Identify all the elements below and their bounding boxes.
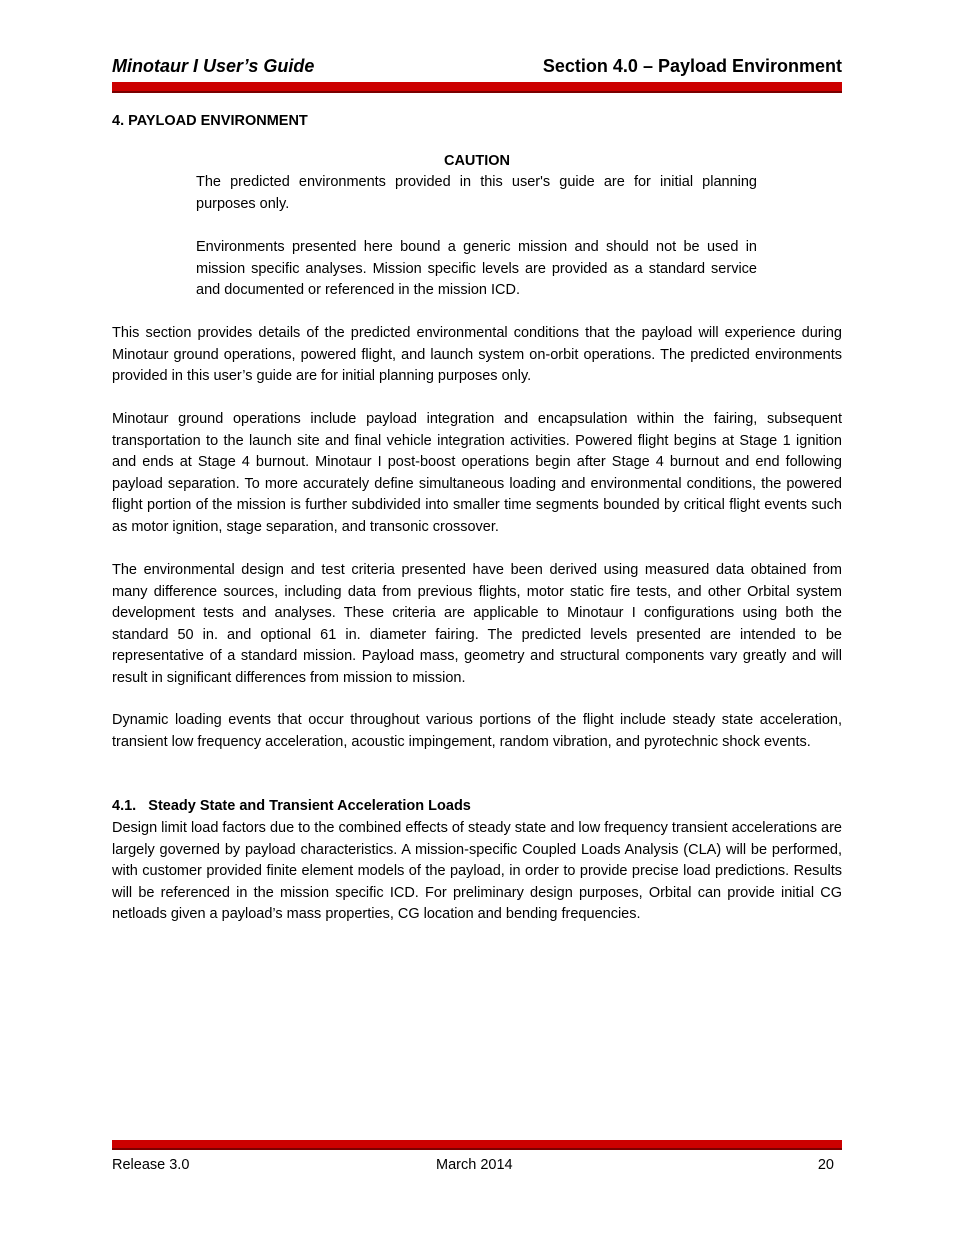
caution-title: CAUTION <box>443 153 511 169</box>
footer-rule <box>112 1140 842 1150</box>
body-paragraph: Minotaur ground operations include payload integration and encapsulation within the fairing, subsequent transportation to the launch site and final vehicle integration activities. Powered flight begins at Stage 1 ignition and ends at Stage 4 burnout. Minotaur I post-boost operations begin after Stage 4 burnout and end following payload separation. To more accurately define simultaneous loading and environmental conditions, the powered flight portion of the mission is further subdivided into smaller time segments bounded by critical flight events such as motor ignition, stage separation, and transonic crossover. <box>112 411 842 535</box>
subsection-paragraph: Design limit load factors due to the combined effects of steady state and low frequency transient accelerations are largely governed by payload characteristics. A mission-specific Coupled Loads Analysis (CLA) will be performed, with customer provided finite element models of the payload, in order to provide precise load predictions. Results will be referenced in the mission specific ICD. For preliminary design purposes, Orbital can provide initial CG netloads given a payload’s mass properties, CG location and bending frequencies. <box>112 820 842 923</box>
subsection-heading: 4.1. Steady State and Transient Acceleration Loads <box>112 798 471 814</box>
header-rule <box>112 82 842 93</box>
section-heading: 4. PAYLOAD ENVIRONMENT <box>112 113 308 129</box>
caution-paragraph: Environments presented here bound a generic mission and should not be used in mission specific analyses. Mission specific levels are provided as a standard service and documented or referenced in the mission ICD. <box>196 239 757 299</box>
footer-release: Release 3.0 <box>112 1157 190 1173</box>
caution-paragraph: The predicted environments provided in this user's guide are for initial planning purposes only. <box>196 174 757 212</box>
footer-date: March 2014 <box>436 1157 513 1173</box>
body-paragraph: Dynamic loading events that occur throughout various portions of the flight include steady state acceleration, transient low frequency acceleration, acoustic impingement, random vibration, and pyrotechnic shock events. <box>112 712 842 750</box>
page-number: 20 <box>817 1157 834 1173</box>
section-title: Section 4.0 – Payload Environment <box>542 56 842 76</box>
body-paragraph: This section provides details of the predicted environmental conditions that the payload will experience during Minotaur ground operations, powered flight, and launch system on-orbit operations. The predicted environments provided in this user’s guide are for initial planning purposes only. <box>112 325 842 385</box>
body-paragraph: The environmental design and test criteria presented have been derived using measured data obtained from many difference sources, including data from previous flights, motor static fire tests, and other Orbital system development tests and analyses. These criteria are applicable to Minotaur I configurations using both the standard 50 in. and optional 61 in. diameter fairing. The predicted levels presented are intended to be representative of a standard mission. Payload mass, geometry and structural components vary greatly and will result in significant differences from mission to mission. <box>112 562 842 686</box>
document-title: Minotaur I User’s Guide <box>112 56 315 76</box>
